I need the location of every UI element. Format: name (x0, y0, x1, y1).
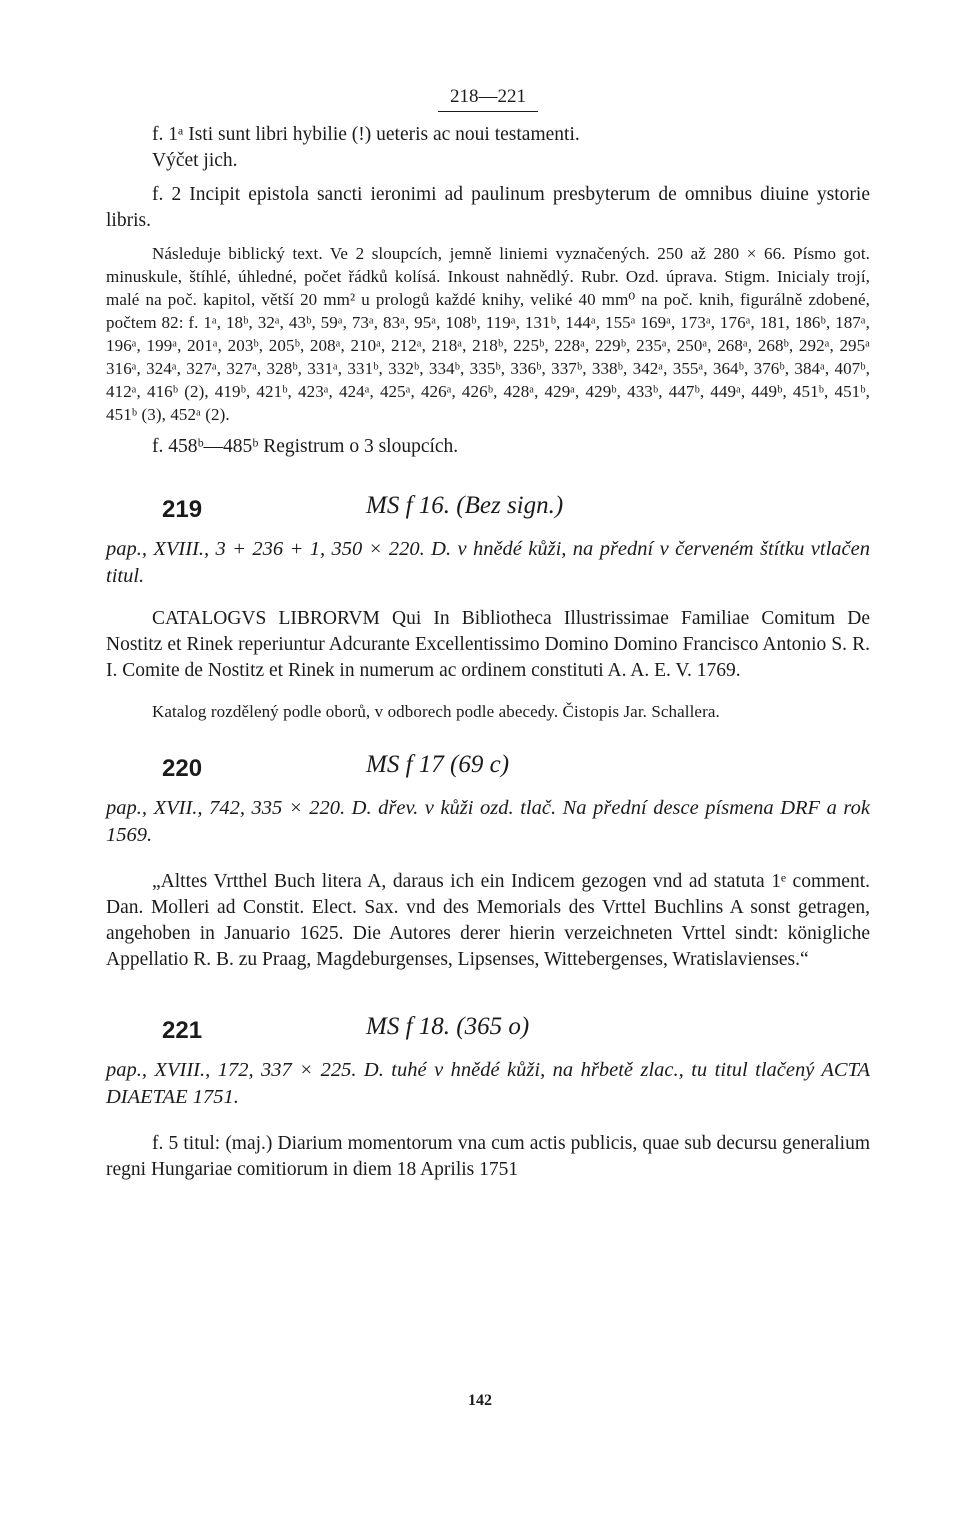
entry-220-description: pap., XVII., 742, 335 × 220. D. dřev. v kůži ozd. tlač. Na přední desce písmena DRF a rok 1569. (106, 797, 870, 846)
entry-221-header (106, 1013, 870, 1057)
entry-221-description: pap., XVIII., 172, 337 × 225. D. tuhé v hnědé kůži, na hřbetě zlac., tu titul tlačený ACTA DIAETAE 1751. (106, 1059, 870, 1108)
running-head (106, 86, 870, 112)
entry-number: 219 (162, 496, 203, 523)
entry-220-text: „Alttes Vrtthel Buch litera A, daraus ich ein Indicem gezogen vnd ad statuta 1ᵉ comment. Dan. Molleri ad Constit. Elect. Sax. vnd des Memorials des Vrttel Buchlins A sonst getragen, angehoben in Januario 1625. Die Autores derer hierin verzeichneten Vrttel sindt: königliche Appellatio R. B. zu Praag, Magdeburgenses, Lipsenses, Wittebergenses, Wratislavienses.“ (106, 871, 870, 970)
entry-signature: MS f 17 (69 c) (366, 751, 510, 778)
page-body (106, 86, 870, 1183)
entry-219-header (106, 492, 870, 536)
entry-218-paragraph-4: Následuje biblický text. Ve 2 sloupcích, jemně liniemi vyznačených. 250 až 280 × 66. Písmo got. minuskule, štíhlé, úhledné, počet řádků kolísá. Inkoust nahnědlý. Rubr. Ozd. úprava. Stigm. Inicialy trojí, malé na poč. kapitol, větší 20 mm² u prologů každé knihy, veliké 40 mm⁰ na poč. knih, figurálně zdobené, počtem 82: f. 1ᵃ, 18ᵇ, 32ᵃ, 43ᵇ, 59ᵃ, 73ᵃ, 83ᵃ, 95ᵃ, 108ᵇ, 119ᵃ, 131ᵇ, 144ᵃ, 155ᵃ 169ᵃ, 173ᵃ, 176ᵃ, 181, 186ᵇ, 187ᵃ, 196ᵃ, 199ᵃ, 201ᵃ, 203ᵇ, 205ᵇ, 208ᵃ, 210ᵃ, 212ᵃ, 218ᵃ, 218ᵇ, 225ᵇ, 228ᵃ, 229ᵇ, 235ᵃ, 250ᵃ, 268ᵃ, 268ᵇ, 292ᵃ, 295ᵃ 316ᵃ, 324ᵃ, 327ᵃ, 327ᵃ, 328ᵇ, 331ᵃ, 331ᵇ, 332ᵇ, 334ᵇ, 335ᵇ, 336ᵇ, 337ᵇ, 338ᵇ, 342ᵃ, 355ᵃ, 364ᵇ, 376ᵇ, 384ᵃ, 407ᵇ, 412ᵃ, 416ᵇ (2), 419ᵇ, 421ᵇ, 423ᵃ, 424ᵃ, 425ᵃ, 426ᵃ, 426ᵇ, 428ᵃ, 429ᵃ, 429ᵇ, 433ᵇ, 447ᵇ, 449ᵃ, 449ᵇ, 451ᵇ, 451ᵇ, 451ᵇ (3), 452ᵃ (2). (106, 244, 870, 424)
entry-218-paragraph-3: f. 2 Incipit epistola sancti ieronimi ad paulinum presbyterum de omnibus diuine ystorie libris. (106, 184, 870, 231)
entry-number: 221 (162, 1017, 203, 1044)
entry-signature: MS f 16. (Bez sign.) (366, 492, 564, 519)
entry-number: 220 (162, 755, 203, 782)
entry-219-text: CATALOGVS LIBRORVM Qui In Bibliotheca Illustrissimae Familiae Comitum De Nostitz et Rinek reperiuntur Adcurante Excellentissimo Domino Domino Francisco Antonio S. R. I. Comite de Nostitz et Rinek in numerum ac ordinem constituti A. A. E. V. 1769. (106, 608, 870, 681)
entry-218-paragraph-5: f. 458ᵇ—485ᵇ Registrum o 3 sloupcích. (152, 436, 459, 457)
entry-218-paragraph-2: Výčet jich. (152, 150, 238, 171)
running-head-text: 218—221 (438, 86, 538, 112)
entry-219-note: Katalog rozdělený podle oborů, v odborech podle abecedy. Čistopis Jar. Schallera. (152, 702, 720, 721)
entry-signature: MS f 18. (365 o) (366, 1013, 530, 1040)
entry-219-description: pap., XVIII., 3 + 236 + 1, 350 × 220. D. v hnědé kůži, na přední v červeném štítku vtlačen titul. (106, 538, 870, 587)
entry-218-paragraph-1: f. 1ᵃ Isti sunt libri hybilie (!) ueteris ac noui testamenti. (152, 124, 580, 145)
entry-220-header (106, 751, 870, 795)
page-number: 142 (468, 1392, 492, 1409)
entry-221-text: f. 5 titul: (maj.) Diarium momentorum vna cum actis publicis, quae sub decursu generalium regni Hungariae comitiorum in diem 18 Aprilis 1751 (106, 1133, 870, 1180)
